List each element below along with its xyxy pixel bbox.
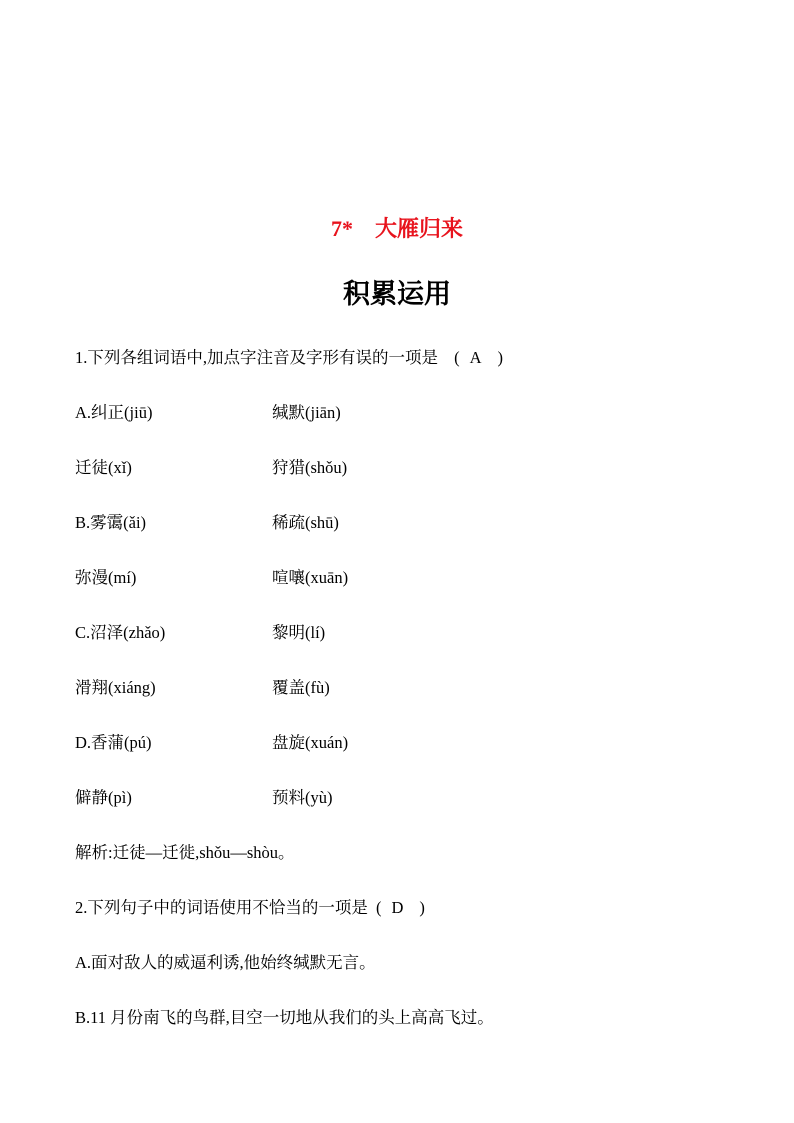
lesson-number: 7* bbox=[330, 216, 353, 241]
q1-row-8-right: 预料(yù) bbox=[272, 788, 333, 807]
q1-row-5-left: C.沼泽(zhǎo) bbox=[75, 623, 166, 642]
question-1-stem bbox=[75, 347, 503, 369]
question-1-paren-open: ( bbox=[454, 348, 460, 367]
q1-row-6-right: 覆盖(fù) bbox=[272, 678, 330, 697]
q1-row-2-left: 迁徒(xǐ) bbox=[75, 458, 132, 477]
q1-row-5-right: 黎明(lí) bbox=[272, 623, 326, 642]
q1-row-8-left: 僻静(pì) bbox=[75, 788, 132, 807]
question-2-paren-open: ( bbox=[376, 898, 382, 917]
question-2-text: 2.下列句子中的词语使用不恰当的一项是 bbox=[75, 898, 368, 917]
question-1-analysis: 解析:迁徒—迁徙,shǒu—shòu。 bbox=[75, 843, 295, 862]
question-2-stem bbox=[75, 897, 425, 919]
q1-row-4-left: 弥漫(mí) bbox=[75, 568, 137, 587]
question-2-answer: D bbox=[391, 898, 404, 917]
question-1-paren-close: ) bbox=[497, 348, 504, 367]
question-2-option-a: A.面对敌人的威逼利诱,他始终缄默无言。 bbox=[75, 953, 376, 972]
lesson-name: 大雁归来 bbox=[374, 217, 463, 242]
q1-row-7-right: 盘旋(xuán) bbox=[272, 733, 349, 752]
question-1-answer: A bbox=[469, 348, 482, 367]
question-1-text: 1.下列各组词语中,加点字注音及字形有误的一项是 bbox=[75, 348, 438, 367]
lesson-title bbox=[0, 214, 794, 245]
q1-row-4-right: 喧嚷(xuān) bbox=[272, 568, 349, 587]
q1-row-7-left: D.香蒲(pú) bbox=[75, 733, 152, 752]
section-heading: 积累运用 bbox=[343, 279, 451, 310]
q1-row-3-right: 稀疏(shū) bbox=[272, 513, 339, 532]
question-2-paren-close: ) bbox=[419, 898, 425, 917]
q1-row-2-right: 狩猎(shǒu) bbox=[272, 458, 348, 477]
question-2-option-b: B.11 月份南飞的鸟群,目空一切地从我们的头上高高飞过。 bbox=[75, 1008, 494, 1027]
q1-row-1-left: A.纠正(jiū) bbox=[75, 403, 153, 422]
q1-row-6-left: 滑翔(xiáng) bbox=[75, 678, 156, 697]
q1-row-1-right: 缄默(jiān) bbox=[272, 403, 341, 422]
q1-row-3-left: B.雾霭(ǎi) bbox=[75, 513, 147, 532]
